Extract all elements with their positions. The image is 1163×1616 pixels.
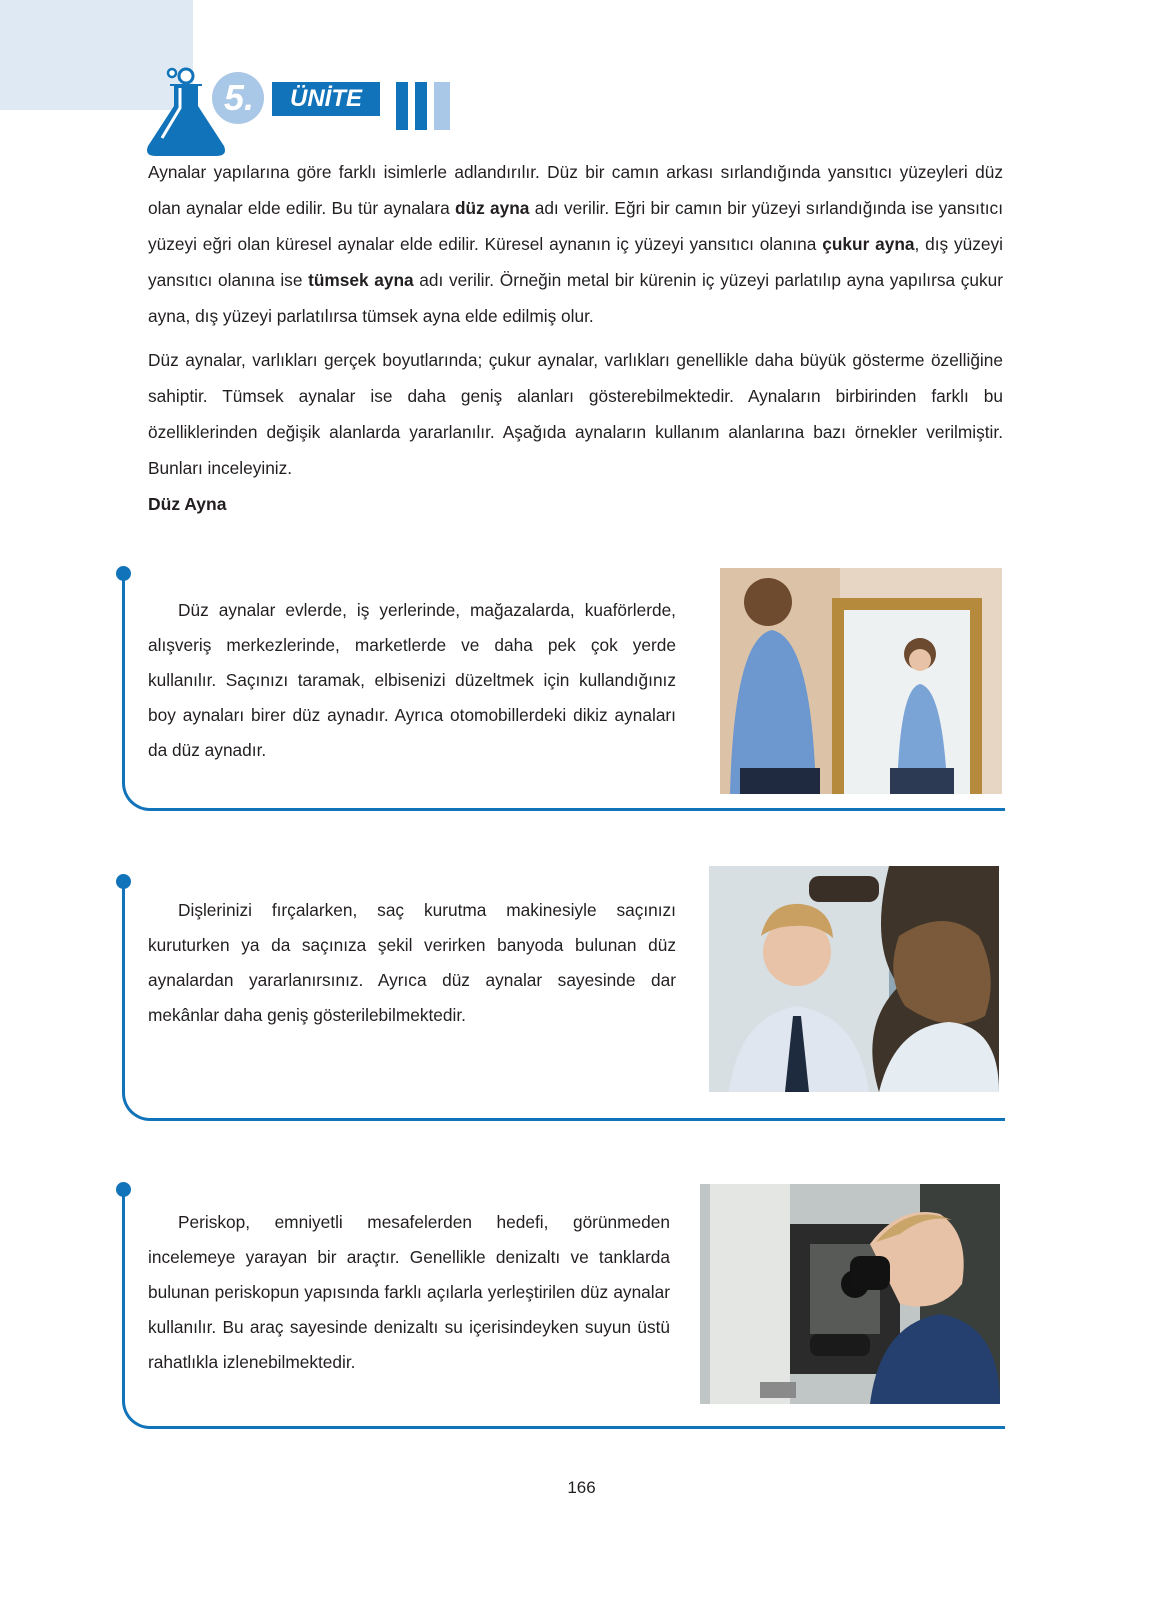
intro-paragraph [148, 154, 1003, 334]
unit-number: 5. [223, 77, 255, 118]
term-cukur-ayna: çukur ayna [822, 234, 915, 254]
bullet-dot [116, 1182, 131, 1197]
text-segment: , dış yüzeyi yansıtıcı olanına ise [148, 234, 1004, 290]
section-title: Düz Ayna [148, 494, 227, 514]
term-duz-ayna: düz ayna [454, 198, 530, 218]
unit-label: ÜNİTE [272, 82, 380, 116]
bullet-dot [116, 874, 131, 889]
header-bar [415, 82, 427, 130]
text-segment: Aynalar yapılarına göre farklı isimlerle adlandırılır. Düz bir camın arkası sırlandığında yansıtıcı yüzeyleri düz olan aynalar elde edilir. Bu tür aynalara [148, 162, 1003, 218]
text-segment: adı verilir. Örneğin metal bir kürenin iç yüzeyi parlatılıp ayna yapılırsa çukur ayna, dış yüzeyi parlatılırsa tümsek ayna elde edilmiş olur. [148, 270, 1004, 326]
info-box-text: Periskop, emniyetli mesafelerden hedefi, görünmeden incelemeye yarayan bir araçtır. Genellikle denizaltı ve tanklarda bulunan periskopun yapısında farklı açılarla yerleştirilen düz aynalar kullanılır. Bu araç sayesinde denizaltı su içerisindeyken suyun üstü rahatlıkla izlenebilmektedir. [148, 1212, 670, 1372]
header-bar [396, 82, 408, 130]
unit-header [140, 64, 470, 159]
bullet-dot [116, 566, 131, 581]
second-paragraph: Düz aynalar, varlıkları gerçek boyutlarında; çukur aynalar, varlıkları genellikle daha büyük gösterme özelliğine sahiptir. Tümsek aynalar ise daha geniş alanları gösterebilmektedir. Aynaların birbirinden farklı bu özelliklerinden değişik alanlarda yararlanılır. Aşağıda aynaların kullanım alanlarına bazı örnekler verilmiştir. Bunları inceleyiniz. [148, 350, 1003, 478]
photo-periscope [700, 1184, 1000, 1404]
page-number: 166 [567, 1478, 596, 1497]
text-segment: adı verilir. Eğri bir camın bir yüzeyi sırlandığında ise yansıtıcı yüzeyi eğri olan küresel aynalar elde edilir. Küresel aynanın iç yüzeyi yansıtıcı olanına [148, 198, 1003, 254]
photo-man-mirror [709, 866, 999, 1092]
info-box-text: Dişlerinizi fırçalarken, saç kurutma makinesiyle saçınızı kuruturken ya da saçınıza şekil verirken banyoda bulunan düz aynalardan yararlanırsınız. Ayrıca düz aynalar sayesinde dar mekânlar daha geniş gösterilebilmektedir. [148, 900, 676, 1025]
photo-woman-mirror [720, 568, 1002, 794]
term-tumsek-ayna: tümsek ayna [308, 270, 414, 290]
header-bar [434, 82, 450, 130]
info-box-text: Düz aynalar evlerde, iş yerlerinde, mağazalarda, kuaförlerde, alışveriş merkezlerinde, marketlerde ve daha pek çok yerde kullanılır. Saçınızı taramak, elbisenizi düzeltmek için kullandığınız boy aynaları birer düz aynadır. Ayrıca otomobillerdeki dikiz aynaları da düz aynadır. [148, 600, 676, 760]
